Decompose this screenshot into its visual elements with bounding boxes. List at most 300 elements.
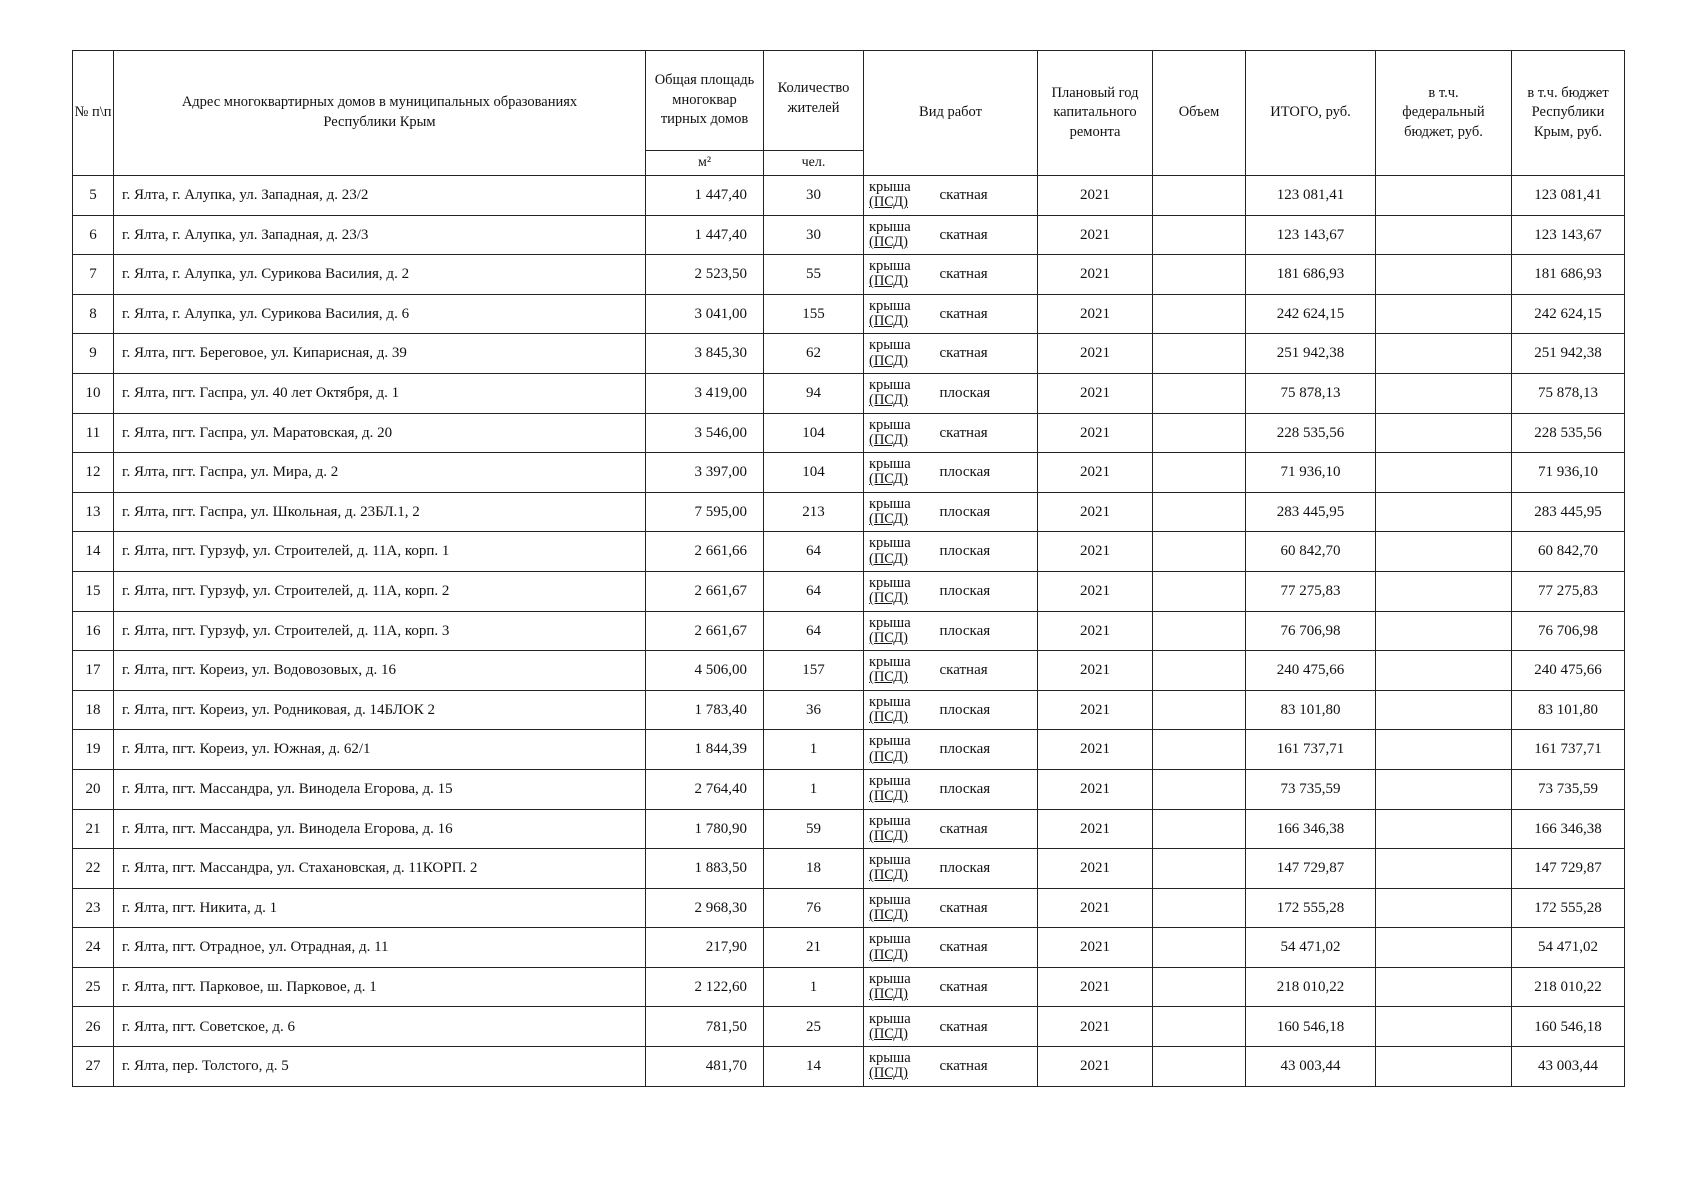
work-type-label: крыша [869, 693, 911, 710]
header-republic: в т.ч. бюджет Республики Крым, руб. [1512, 51, 1625, 176]
cell-roof-type: скатная [928, 888, 1038, 928]
table-row [73, 1047, 1625, 1087]
work-type-psd-label: (ПСД) [869, 1065, 908, 1082]
cell-federal [1376, 849, 1512, 889]
cell-republic: 76 706,98 [1512, 611, 1625, 651]
cell-republic: 218 010,22 [1512, 967, 1625, 1007]
cell-federal [1376, 769, 1512, 809]
cell-roof-type: скатная [928, 1047, 1038, 1087]
cell-republic: 251 942,38 [1512, 334, 1625, 374]
cell-roof-type: плоская [928, 769, 1038, 809]
cell-volume [1153, 571, 1246, 611]
cell-work-type [864, 928, 928, 968]
cell-work-type [864, 888, 928, 928]
cell-address: г. Ялта, пгт. Гаспра, ул. Мира, д. 2 [114, 453, 646, 493]
cell-work-type [864, 373, 928, 413]
table-row [73, 255, 1625, 295]
cell-roof-type: плоская [928, 571, 1038, 611]
cell-federal [1376, 492, 1512, 532]
cell-address: г. Ялта, пгт. Массандра, ул. Винодела Егорова, д. 16 [114, 809, 646, 849]
cell-num: 24 [73, 928, 114, 968]
cell-total: 161 737,71 [1246, 730, 1376, 770]
cell-work-type [864, 571, 928, 611]
cell-roof-type: скатная [928, 334, 1038, 374]
cell-work-type [864, 492, 928, 532]
work-type-label: крыша [869, 852, 911, 869]
cell-address: г. Ялта, пгт. Береговое, ул. Кипарисная, д. 39 [114, 334, 646, 374]
cell-work-type [864, 690, 928, 730]
cell-num: 5 [73, 176, 114, 216]
header-work-type: Вид работ [864, 51, 1038, 176]
cell-republic: 60 842,70 [1512, 532, 1625, 572]
cell-area: 2 661,67 [646, 571, 764, 611]
cell-volume [1153, 1007, 1246, 1047]
cell-roof-type: плоская [928, 373, 1038, 413]
cell-year: 2021 [1038, 492, 1153, 532]
table-row [73, 967, 1625, 1007]
cell-address: г. Ялта, пгт. Массандра, ул. Винодела Егорова, д. 15 [114, 769, 646, 809]
cell-year: 2021 [1038, 928, 1153, 968]
cell-volume [1153, 651, 1246, 691]
cell-total: 251 942,38 [1246, 334, 1376, 374]
cell-year: 2021 [1038, 413, 1153, 453]
work-type-psd-label: (ПСД) [869, 709, 908, 726]
cell-address: г. Ялта, пгт. Парковое, ш. Парковое, д. 1 [114, 967, 646, 1007]
cell-year: 2021 [1038, 1047, 1153, 1087]
cell-republic: 123 081,41 [1512, 176, 1625, 216]
work-type-psd-label: (ПСД) [869, 590, 908, 607]
table-row [73, 373, 1625, 413]
table-row [73, 809, 1625, 849]
cell-volume [1153, 967, 1246, 1007]
cell-total: 283 445,95 [1246, 492, 1376, 532]
cell-address: г. Ялта, г. Алупка, ул. Западная, д. 23/2 [114, 176, 646, 216]
cell-roof-type: скатная [928, 1007, 1038, 1047]
cell-republic: 43 003,44 [1512, 1047, 1625, 1087]
cell-num: 13 [73, 492, 114, 532]
cell-work-type [864, 532, 928, 572]
cell-volume [1153, 532, 1246, 572]
cell-republic: 75 878,13 [1512, 373, 1625, 413]
cell-total: 123 081,41 [1246, 176, 1376, 216]
cell-volume [1153, 730, 1246, 770]
cell-num: 11 [73, 413, 114, 453]
cell-address: г. Ялта, пгт. Гурзуф, ул. Строителей, д. 11А, корп. 3 [114, 611, 646, 651]
cell-year: 2021 [1038, 453, 1153, 493]
cell-num: 6 [73, 215, 114, 255]
table-row [73, 769, 1625, 809]
cell-total: 172 555,28 [1246, 888, 1376, 928]
cell-residents: 104 [764, 453, 864, 493]
cell-federal [1376, 611, 1512, 651]
cell-federal [1376, 373, 1512, 413]
work-type-label: крыша [869, 377, 911, 394]
cell-area: 2 968,30 [646, 888, 764, 928]
cell-total: 54 471,02 [1246, 928, 1376, 968]
cell-address: г. Ялта, г. Алупка, ул. Сурикова Василия, д. 2 [114, 255, 646, 295]
cell-volume [1153, 1047, 1246, 1087]
cell-area: 1 447,40 [646, 176, 764, 216]
cell-roof-type: скатная [928, 651, 1038, 691]
cell-federal [1376, 1007, 1512, 1047]
cell-residents: 18 [764, 849, 864, 889]
work-type-psd-label: (ПСД) [869, 867, 908, 884]
header-volume: Объем [1153, 51, 1246, 176]
cell-num: 19 [73, 730, 114, 770]
work-type-psd-label: (ПСД) [869, 550, 908, 567]
cell-work-type [864, 651, 928, 691]
cell-year: 2021 [1038, 690, 1153, 730]
cell-year: 2021 [1038, 967, 1153, 1007]
cell-volume [1153, 928, 1246, 968]
cell-area: 3 546,00 [646, 413, 764, 453]
cell-work-type [864, 294, 928, 334]
table-row [73, 651, 1625, 691]
cell-federal [1376, 334, 1512, 374]
cell-address: г. Ялта, пгт. Гурзуф, ул. Строителей, д. 11А, корп. 2 [114, 571, 646, 611]
work-type-label: крыша [869, 772, 911, 789]
work-type-psd-label: (ПСД) [869, 273, 908, 290]
cell-federal [1376, 730, 1512, 770]
cell-federal [1376, 176, 1512, 216]
cell-residents: 14 [764, 1047, 864, 1087]
table-row [73, 215, 1625, 255]
cell-total: 76 706,98 [1246, 611, 1376, 651]
header-num: № п\п [73, 51, 114, 176]
cell-address: г. Ялта, пгт. Массандра, ул. Стахановская, д. 11КОРП. 2 [114, 849, 646, 889]
table-row [73, 928, 1625, 968]
cell-republic: 172 555,28 [1512, 888, 1625, 928]
work-type-psd-label: (ПСД) [869, 431, 908, 448]
cell-roof-type: скатная [928, 967, 1038, 1007]
cell-roof-type: плоская [928, 492, 1038, 532]
work-type-psd-label: (ПСД) [869, 392, 908, 409]
cell-roof-type: плоская [928, 611, 1038, 651]
cell-total: 77 275,83 [1246, 571, 1376, 611]
cell-federal [1376, 294, 1512, 334]
cell-work-type [864, 967, 928, 1007]
work-type-label: крыша [869, 733, 911, 750]
cell-republic: 181 686,93 [1512, 255, 1625, 295]
cell-area: 1 780,90 [646, 809, 764, 849]
cell-area: 481,70 [646, 1047, 764, 1087]
header-address: Адрес многоквартирных домов в муниципальных образованиях Республики Крым [114, 51, 646, 176]
cell-republic: 123 143,67 [1512, 215, 1625, 255]
cell-republic: 161 737,71 [1512, 730, 1625, 770]
cell-total: 228 535,56 [1246, 413, 1376, 453]
cell-residents: 64 [764, 611, 864, 651]
cell-federal [1376, 413, 1512, 453]
cell-work-type [864, 769, 928, 809]
work-type-psd-label: (ПСД) [869, 194, 908, 211]
table-header [73, 51, 1625, 176]
cell-work-type [864, 215, 928, 255]
work-type-label: крыша [869, 970, 911, 987]
work-type-label: крыша [869, 1010, 911, 1027]
cell-roof-type: скатная [928, 294, 1038, 334]
work-type-psd-label: (ПСД) [869, 827, 908, 844]
cell-volume [1153, 492, 1246, 532]
cell-address: г. Ялта, пгт. Гаспра, ул. Школьная, д. 23БЛ.1, 2 [114, 492, 646, 532]
cell-residents: 1 [764, 967, 864, 1007]
table-row [73, 888, 1625, 928]
cell-volume [1153, 453, 1246, 493]
cell-roof-type: плоская [928, 730, 1038, 770]
cell-address: г. Ялта, пгт. Гаспра, ул. Маратовская, д. 20 [114, 413, 646, 453]
cell-volume [1153, 176, 1246, 216]
work-type-label: крыша [869, 931, 911, 948]
cell-republic: 242 624,15 [1512, 294, 1625, 334]
cell-roof-type: плоская [928, 690, 1038, 730]
cell-area: 3 419,00 [646, 373, 764, 413]
cell-work-type [864, 255, 928, 295]
repair-plan-table [72, 50, 1625, 1087]
cell-residents: 213 [764, 492, 864, 532]
cell-area: 781,50 [646, 1007, 764, 1047]
cell-roof-type: скатная [928, 176, 1038, 216]
work-type-label: крыша [869, 258, 911, 275]
cell-work-type [864, 611, 928, 651]
work-type-label: крыша [869, 535, 911, 552]
cell-federal [1376, 967, 1512, 1007]
cell-republic: 73 735,59 [1512, 769, 1625, 809]
header-year: Плановый год капитального ремонта [1038, 51, 1153, 176]
cell-num: 10 [73, 373, 114, 413]
cell-year: 2021 [1038, 888, 1153, 928]
cell-area: 2 661,67 [646, 611, 764, 651]
work-type-label: крыша [869, 891, 911, 908]
cell-work-type [864, 730, 928, 770]
cell-address: г. Ялта, пгт. Гурзуф, ул. Строителей, д. 11А, корп. 1 [114, 532, 646, 572]
cell-volume [1153, 334, 1246, 374]
cell-address: г. Ялта, г. Алупка, ул. Западная, д. 23/3 [114, 215, 646, 255]
work-type-label: крыша [869, 654, 911, 671]
cell-year: 2021 [1038, 532, 1153, 572]
header-area: Общая площадь многоквар тирных домов [646, 51, 764, 151]
cell-work-type [864, 176, 928, 216]
work-type-psd-label: (ПСД) [869, 471, 908, 488]
work-type-label: крыша [869, 297, 911, 314]
header-area-unit: м² [646, 151, 764, 176]
cell-work-type [864, 809, 928, 849]
cell-area: 2 523,50 [646, 255, 764, 295]
cell-residents: 104 [764, 413, 864, 453]
cell-roof-type: плоская [928, 849, 1038, 889]
cell-year: 2021 [1038, 255, 1153, 295]
cell-year: 2021 [1038, 176, 1153, 216]
cell-address: г. Ялта, пгт. Советское, д. 6 [114, 1007, 646, 1047]
table-row [73, 453, 1625, 493]
work-type-psd-label: (ПСД) [869, 946, 908, 963]
cell-num: 25 [73, 967, 114, 1007]
cell-volume [1153, 690, 1246, 730]
cell-num: 26 [73, 1007, 114, 1047]
cell-num: 27 [73, 1047, 114, 1087]
cell-republic: 71 936,10 [1512, 453, 1625, 493]
cell-num: 7 [73, 255, 114, 295]
table-row [73, 690, 1625, 730]
cell-residents: 157 [764, 651, 864, 691]
cell-num: 18 [73, 690, 114, 730]
table-row [73, 849, 1625, 889]
cell-num: 20 [73, 769, 114, 809]
cell-total: 181 686,93 [1246, 255, 1376, 295]
cell-total: 43 003,44 [1246, 1047, 1376, 1087]
cell-federal [1376, 651, 1512, 691]
cell-address: г. Ялта, пгт. Кореиз, ул. Водовозовых, д. 16 [114, 651, 646, 691]
work-type-label: крыша [869, 337, 911, 354]
cell-work-type [864, 1047, 928, 1087]
cell-volume [1153, 413, 1246, 453]
work-type-label: крыша [869, 614, 911, 631]
cell-area: 3 845,30 [646, 334, 764, 374]
work-type-label: крыша [869, 812, 911, 829]
cell-area: 1 883,50 [646, 849, 764, 889]
cell-republic: 228 535,56 [1512, 413, 1625, 453]
work-type-label: крыша [869, 179, 911, 196]
cell-num: 9 [73, 334, 114, 374]
cell-area: 7 595,00 [646, 492, 764, 532]
cell-residents: 30 [764, 215, 864, 255]
work-type-psd-label: (ПСД) [869, 511, 908, 528]
header-residents-unit: чел. [764, 151, 864, 176]
work-type-psd-label: (ПСД) [869, 352, 908, 369]
cell-num: 14 [73, 532, 114, 572]
cell-federal [1376, 1047, 1512, 1087]
cell-residents: 94 [764, 373, 864, 413]
cell-roof-type: плоская [928, 532, 1038, 572]
cell-republic: 147 729,87 [1512, 849, 1625, 889]
cell-year: 2021 [1038, 730, 1153, 770]
cell-total: 147 729,87 [1246, 849, 1376, 889]
cell-federal [1376, 255, 1512, 295]
table-row [73, 294, 1625, 334]
cell-num: 17 [73, 651, 114, 691]
cell-volume [1153, 809, 1246, 849]
table-row [73, 176, 1625, 216]
cell-area: 1 783,40 [646, 690, 764, 730]
cell-residents: 155 [764, 294, 864, 334]
cell-residents: 55 [764, 255, 864, 295]
cell-address: г. Ялта, г. Алупка, ул. Сурикова Василия, д. 6 [114, 294, 646, 334]
cell-work-type [864, 413, 928, 453]
cell-area: 1 844,39 [646, 730, 764, 770]
cell-republic: 160 546,18 [1512, 1007, 1625, 1047]
cell-residents: 21 [764, 928, 864, 968]
table-row [73, 413, 1625, 453]
cell-volume [1153, 255, 1246, 295]
header-federal: в т.ч. федеральный бюджет, руб. [1376, 51, 1512, 176]
work-type-psd-label: (ПСД) [869, 1025, 908, 1042]
cell-total: 218 010,22 [1246, 967, 1376, 1007]
cell-area: 2 122,60 [646, 967, 764, 1007]
cell-year: 2021 [1038, 294, 1153, 334]
cell-residents: 25 [764, 1007, 864, 1047]
work-type-label: крыша [869, 1050, 911, 1067]
cell-republic: 77 275,83 [1512, 571, 1625, 611]
cell-total: 166 346,38 [1246, 809, 1376, 849]
cell-total: 75 878,13 [1246, 373, 1376, 413]
cell-year: 2021 [1038, 373, 1153, 413]
cell-address: г. Ялта, пер. Толстого, д. 5 [114, 1047, 646, 1087]
cell-roof-type: скатная [928, 928, 1038, 968]
work-type-psd-label: (ПСД) [869, 906, 908, 923]
cell-year: 2021 [1038, 215, 1153, 255]
work-type-label: крыша [869, 416, 911, 433]
cell-year: 2021 [1038, 769, 1153, 809]
cell-roof-type: скатная [928, 215, 1038, 255]
work-type-label: крыша [869, 456, 911, 473]
cell-area: 217,90 [646, 928, 764, 968]
cell-federal [1376, 928, 1512, 968]
cell-area: 3 041,00 [646, 294, 764, 334]
cell-year: 2021 [1038, 334, 1153, 374]
cell-total: 123 143,67 [1246, 215, 1376, 255]
cell-num: 21 [73, 809, 114, 849]
cell-num: 23 [73, 888, 114, 928]
cell-volume [1153, 769, 1246, 809]
cell-residents: 30 [764, 176, 864, 216]
cell-total: 240 475,66 [1246, 651, 1376, 691]
work-type-psd-label: (ПСД) [869, 313, 908, 330]
cell-federal [1376, 690, 1512, 730]
cell-work-type [864, 334, 928, 374]
cell-num: 8 [73, 294, 114, 334]
cell-volume [1153, 888, 1246, 928]
work-type-psd-label: (ПСД) [869, 748, 908, 765]
cell-federal [1376, 888, 1512, 928]
cell-roof-type: скатная [928, 413, 1038, 453]
table-row [73, 492, 1625, 532]
cell-residents: 76 [764, 888, 864, 928]
table-row [73, 571, 1625, 611]
cell-year: 2021 [1038, 809, 1153, 849]
cell-federal [1376, 215, 1512, 255]
cell-address: г. Ялта, пгт. Кореиз, ул. Родниковая, д. 14БЛОК 2 [114, 690, 646, 730]
cell-address: г. Ялта, пгт. Гаспра, ул. 40 лет Октября, д. 1 [114, 373, 646, 413]
cell-federal [1376, 809, 1512, 849]
cell-residents: 36 [764, 690, 864, 730]
work-type-label: крыша [869, 218, 911, 235]
cell-volume [1153, 215, 1246, 255]
cell-volume [1153, 373, 1246, 413]
cell-year: 2021 [1038, 611, 1153, 651]
cell-volume [1153, 611, 1246, 651]
cell-year: 2021 [1038, 651, 1153, 691]
cell-federal [1376, 453, 1512, 493]
cell-total: 242 624,15 [1246, 294, 1376, 334]
cell-area: 4 506,00 [646, 651, 764, 691]
work-type-psd-label: (ПСД) [869, 629, 908, 646]
cell-republic: 54 471,02 [1512, 928, 1625, 968]
cell-republic: 240 475,66 [1512, 651, 1625, 691]
header-total: ИТОГО, руб. [1246, 51, 1376, 176]
cell-address: г. Ялта, пгт. Отрадное, ул. Отрадная, д. 11 [114, 928, 646, 968]
cell-volume [1153, 294, 1246, 334]
cell-republic: 83 101,80 [1512, 690, 1625, 730]
cell-work-type [864, 1007, 928, 1047]
table-row [73, 1007, 1625, 1047]
header-residents: Количество жителей [764, 51, 864, 151]
cell-roof-type: скатная [928, 809, 1038, 849]
cell-total: 60 842,70 [1246, 532, 1376, 572]
cell-total: 83 101,80 [1246, 690, 1376, 730]
table-row [73, 532, 1625, 572]
work-type-psd-label: (ПСД) [869, 788, 908, 805]
cell-area: 3 397,00 [646, 453, 764, 493]
cell-area: 2 661,66 [646, 532, 764, 572]
table-row [73, 611, 1625, 651]
